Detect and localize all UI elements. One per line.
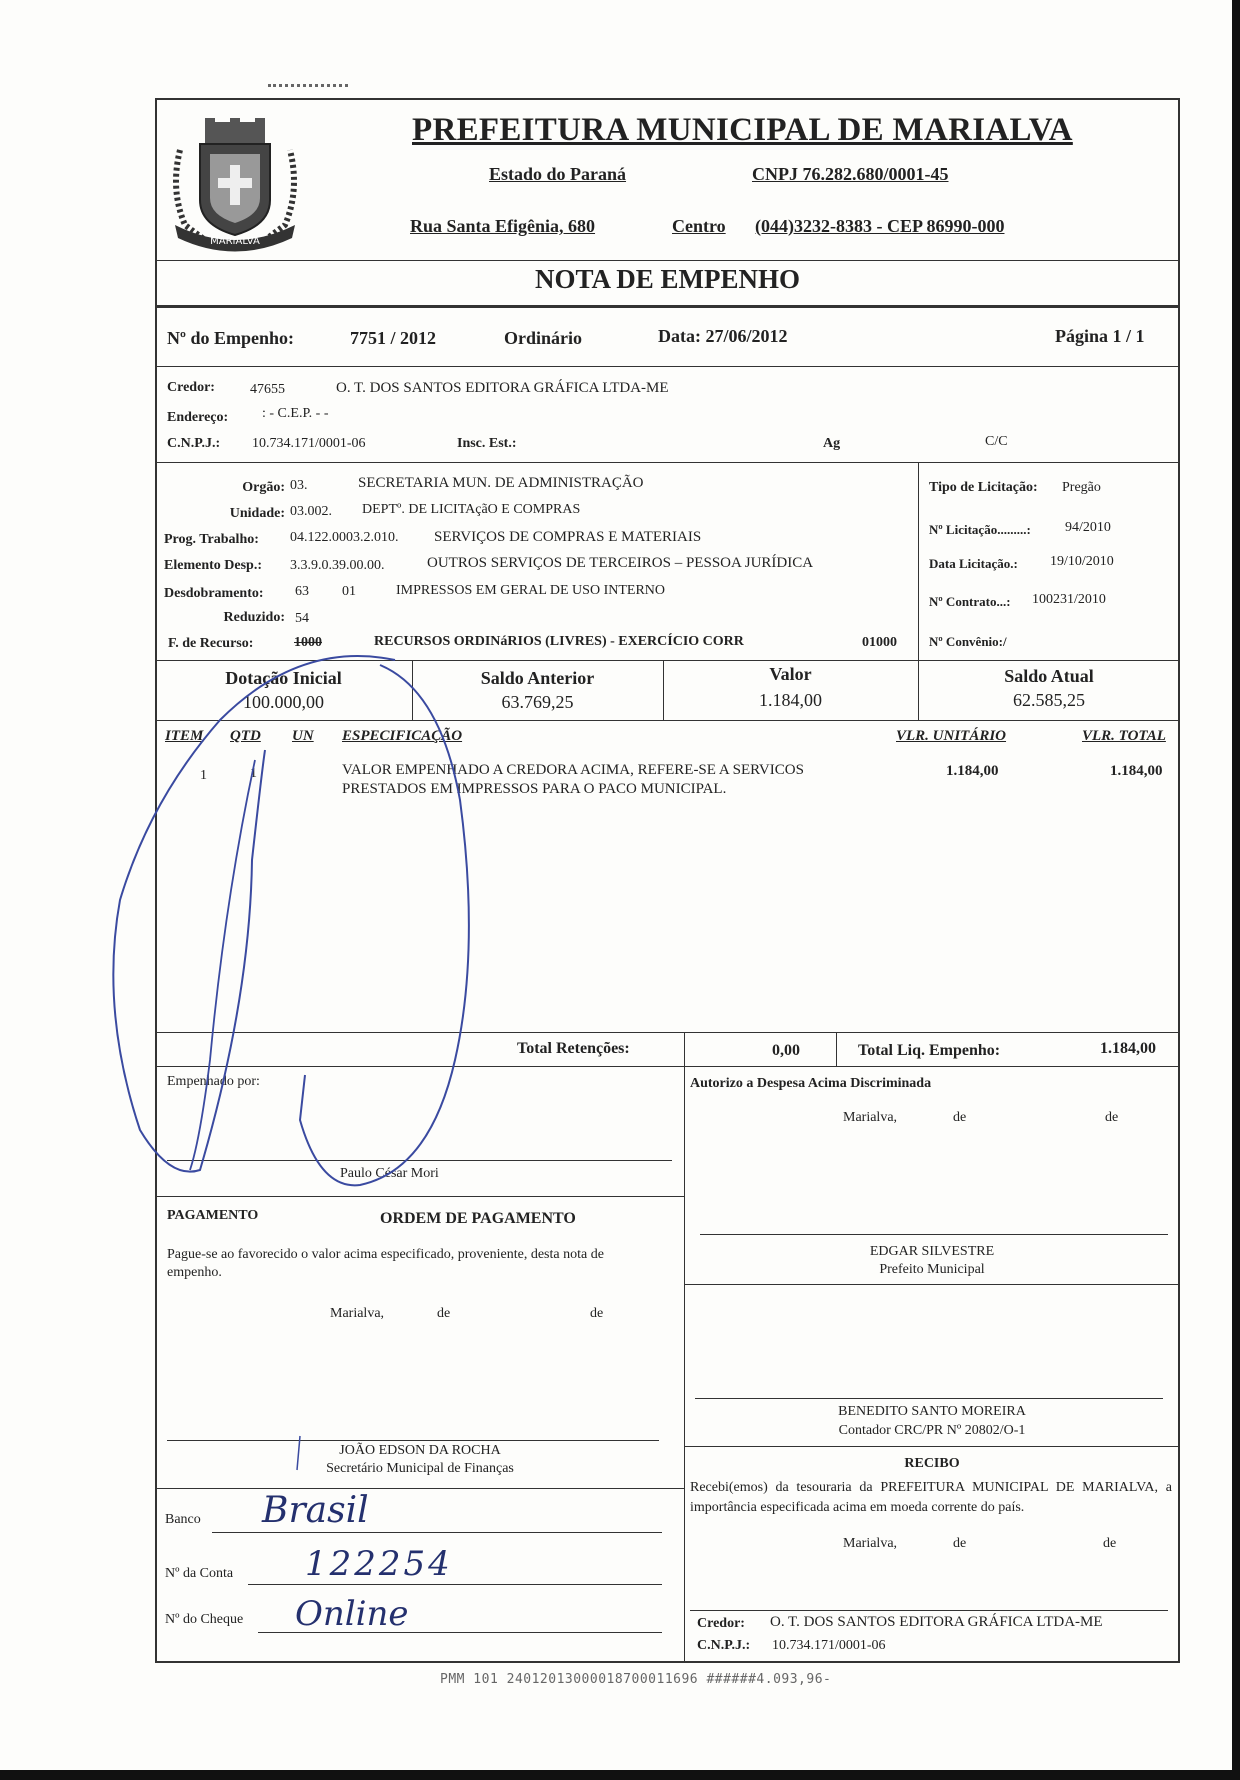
credor-address: : - C.E.P. - - xyxy=(262,406,329,421)
empenho-date: Data: 27/06/2012 xyxy=(658,326,788,346)
col-total-value: VLR. TOTAL xyxy=(1082,728,1166,744)
empenhado-label: Empenhado por: xyxy=(167,1074,260,1089)
prefeito-name: EDGAR SILVESTRE xyxy=(869,1244,995,1259)
insc-est-label: Insc. Est.: xyxy=(457,436,517,451)
page-number: Página 1 / 1 xyxy=(1055,326,1145,346)
document-title: NOTA DE EMPENHO xyxy=(534,264,801,294)
fonte-name: RECURSOS ORDINáRIOS (LIVRES) - EXERCÍCIO CORR xyxy=(374,634,744,649)
orgao-name: SECRETARIA MUN. DE ADMINISTRAÇÃO xyxy=(358,475,644,491)
dotacao-label: Dotação Inicial xyxy=(225,668,342,688)
orgao-code: 03. xyxy=(290,478,308,493)
valor-value: 1.184,00 xyxy=(759,690,822,710)
credor-cnpj: 10.734.171/0001-06 xyxy=(252,436,366,451)
pagamento-signer: JOÃO EDSON DA ROCHA xyxy=(339,1443,501,1458)
empenho-type: Ordinário xyxy=(504,328,583,348)
col-qtd: QTD xyxy=(230,728,261,744)
recibo-cnpj-label: C.N.P.J.: xyxy=(697,1638,751,1653)
recibo-text: Recebi(emos) da tesouraria da PREFEITURA MUNICIPAL DE MARIALVA, a importância especificada acima em moeda corrente do país. xyxy=(690,1480,1172,1515)
tipo-licitacao-label: Tipo de Licitação: xyxy=(929,480,1038,495)
data-licitacao: 19/10/2010 xyxy=(1050,554,1114,569)
unidade-code: 03.002. xyxy=(290,504,332,519)
desdobramento-label: Desdobramento: xyxy=(164,586,264,601)
data-licitacao-label: Data Licitação.: xyxy=(929,556,1018,571)
saldo-anterior-value: 63.769,25 xyxy=(501,692,574,712)
col-item: ITEM xyxy=(165,728,204,744)
retencoes-label: Total Retenções: xyxy=(517,1040,630,1057)
elemento-name: OUTROS SERVIÇOS DE TERCEIROS – PESSOA JURÍDICA xyxy=(427,555,814,571)
footer-code: PMM 101 24012013000018700011696 ######4.093,96- xyxy=(440,1672,832,1687)
pagamento-signer-role: Secretário Municipal de Finanças xyxy=(326,1461,514,1476)
desdobramento-code: 63 xyxy=(295,584,309,599)
prog-label: Prog. Trabalho: xyxy=(164,532,259,547)
credor-code: 47655 xyxy=(250,382,285,397)
state-name: Estado do Paraná xyxy=(489,164,627,184)
dotacao-value: 100.000,00 xyxy=(243,692,324,712)
autorizo-city: Marialva, xyxy=(843,1110,898,1125)
recibo-title: RECIBO xyxy=(904,1456,960,1471)
contrato-label: Nº Contrato...: xyxy=(929,594,1011,609)
banco-label: Banco xyxy=(165,1512,201,1527)
desdobramento-subcode: 01 xyxy=(342,584,356,599)
prog-name: SERVIÇOS DE COMPRAS E MATERIAIS xyxy=(434,529,702,545)
ag-label: Ag xyxy=(823,436,841,451)
desdobramento-name: IMPRESSOS EM GERAL DE USO INTERNO xyxy=(396,583,666,598)
pagamento-de-1: de xyxy=(437,1306,451,1321)
empenhado-signer: Paulo César Mori xyxy=(340,1166,439,1181)
num-licitacao: 94/2010 xyxy=(1065,520,1111,535)
reduzido-label: Reduzido: xyxy=(223,610,285,625)
prog-code: 04.122.0003.2.010. xyxy=(290,530,399,545)
recibo-cnpj: 10.734.171/0001-06 xyxy=(772,1638,886,1653)
pen-oval-mark xyxy=(300,665,469,1185)
contador-role: Contador CRC/PR Nº 20802/O-1 xyxy=(838,1423,1026,1438)
item-number: 1 xyxy=(200,768,207,783)
item-desc-line2: PRESTADOS EM IMPRESSOS PARA O PACO MUNICIPAL. xyxy=(342,781,727,797)
municipality-title: PREFEITURA MUNICIPAL DE MARIALVA xyxy=(412,112,1073,148)
num-licitacao-label: Nº Licitação.........: xyxy=(929,522,1031,537)
item-total-value: 1.184,00 xyxy=(1110,763,1163,779)
saldo-atual-value: 62.585,25 xyxy=(1013,690,1085,710)
prefeito-role: Prefeito Municipal xyxy=(879,1262,985,1277)
autorizo-title: Autorizo a Despesa Acima Discriminada xyxy=(690,1076,932,1091)
pagamento-text: Pague-se ao favorecido o valor acima especificado, proveniente, desta nota de empenho. xyxy=(167,1247,604,1280)
recibo-credor: O. T. DOS SANTOS EDITORA GRÁFICA LTDA-ME xyxy=(770,1614,1103,1630)
pagamento-city: Marialva, xyxy=(330,1306,385,1321)
fonte-code-2: 01000 xyxy=(862,635,897,650)
col-un: UN xyxy=(292,728,314,744)
liq-empenho-label: Total Liq. Empenho: xyxy=(858,1042,1001,1059)
tipo-licitacao: Pregão xyxy=(1062,480,1101,495)
ordem-pagamento-label: ORDEM DE PAGAMENTO xyxy=(380,1210,576,1227)
pen-circle-mark xyxy=(113,656,395,1172)
valor-label: Valor xyxy=(769,664,812,684)
autorizo-de-1: de xyxy=(953,1110,967,1125)
recibo-credor-label: Credor: xyxy=(697,1616,745,1631)
unidade-label: Unidade: xyxy=(229,506,285,521)
pagamento-label: PAGAMENTO xyxy=(167,1208,259,1223)
conta-label: Nº da Conta xyxy=(165,1566,234,1581)
contador-name: BENEDITO SANTO MOREIRA xyxy=(838,1404,1026,1419)
elemento-label: Elemento Desp.: xyxy=(164,558,262,573)
pen-slash-mark xyxy=(297,1436,300,1470)
orgao-label: Orgão: xyxy=(242,480,285,495)
address-label: Endereço: xyxy=(167,410,229,425)
cnpj-label: C.N.P.J.: xyxy=(167,436,221,451)
cheque-handwritten: Online xyxy=(295,1594,409,1634)
empenho-number: 7751 / 2012 xyxy=(350,328,437,348)
item-unit-value: 1.184,00 xyxy=(946,763,999,779)
fonte-code: 1000 xyxy=(294,635,322,650)
retencoes-value: 0,00 xyxy=(772,1042,800,1059)
fonte-label: F. de Recurso: xyxy=(168,636,254,651)
cheque-label: Nº do Cheque xyxy=(165,1612,244,1627)
saldo-atual-label: Saldo Atual xyxy=(1004,666,1094,686)
recibo-de-2: de xyxy=(1103,1536,1117,1551)
col-unit-value: VLR. UNITÁRIO xyxy=(896,728,1007,744)
cc-label: C/C xyxy=(985,434,1008,449)
empenho-number-label: Nº do Empenho: xyxy=(167,328,294,348)
credor-name: O. T. DOS SANTOS EDITORA GRÁFICA LTDA-ME xyxy=(336,380,669,396)
municipality-district: Centro xyxy=(672,216,726,236)
convenio-label: Nº Convênio:/ xyxy=(929,634,1007,649)
municipality-cnpj: CNPJ 76.282.680/0001-45 xyxy=(752,164,949,184)
reduzido-value: 54 xyxy=(295,611,309,626)
col-especificacao: ESPECIFICAÇÃO xyxy=(342,728,463,744)
saldo-anterior-label: Saldo Anterior xyxy=(480,668,595,688)
svg-text:MARIALVA: MARIALVA xyxy=(210,236,260,247)
recibo-de-1: de xyxy=(953,1536,967,1551)
banco-handwritten: Brasil xyxy=(262,1490,369,1531)
unidade-name: DEPTº. DE LICITAçãO E COMPRAS xyxy=(362,502,581,517)
pagamento-de-2: de xyxy=(590,1306,604,1321)
item-qtd: 1 xyxy=(250,766,257,781)
autorizo-de-2: de xyxy=(1105,1110,1119,1125)
contrato-value: 100231/2010 xyxy=(1032,592,1106,607)
recibo-city: Marialva, xyxy=(843,1536,898,1551)
elemento-code: 3.3.9.0.39.00.00. xyxy=(290,558,385,573)
item-desc-line1: VALOR EMPENHADO A CREDORA ACIMA, REFERE-SE A SERVICOS xyxy=(342,762,804,778)
credor-label: Credor: xyxy=(167,380,215,395)
conta-handwritten: 122254 xyxy=(305,1544,453,1584)
municipality-address: Rua Santa Efigênia, 680 xyxy=(410,216,596,236)
municipality-phone-cep: (044)3232-8383 - CEP 86990-000 xyxy=(755,216,1005,236)
liq-empenho-value: 1.184,00 xyxy=(1100,1040,1156,1057)
